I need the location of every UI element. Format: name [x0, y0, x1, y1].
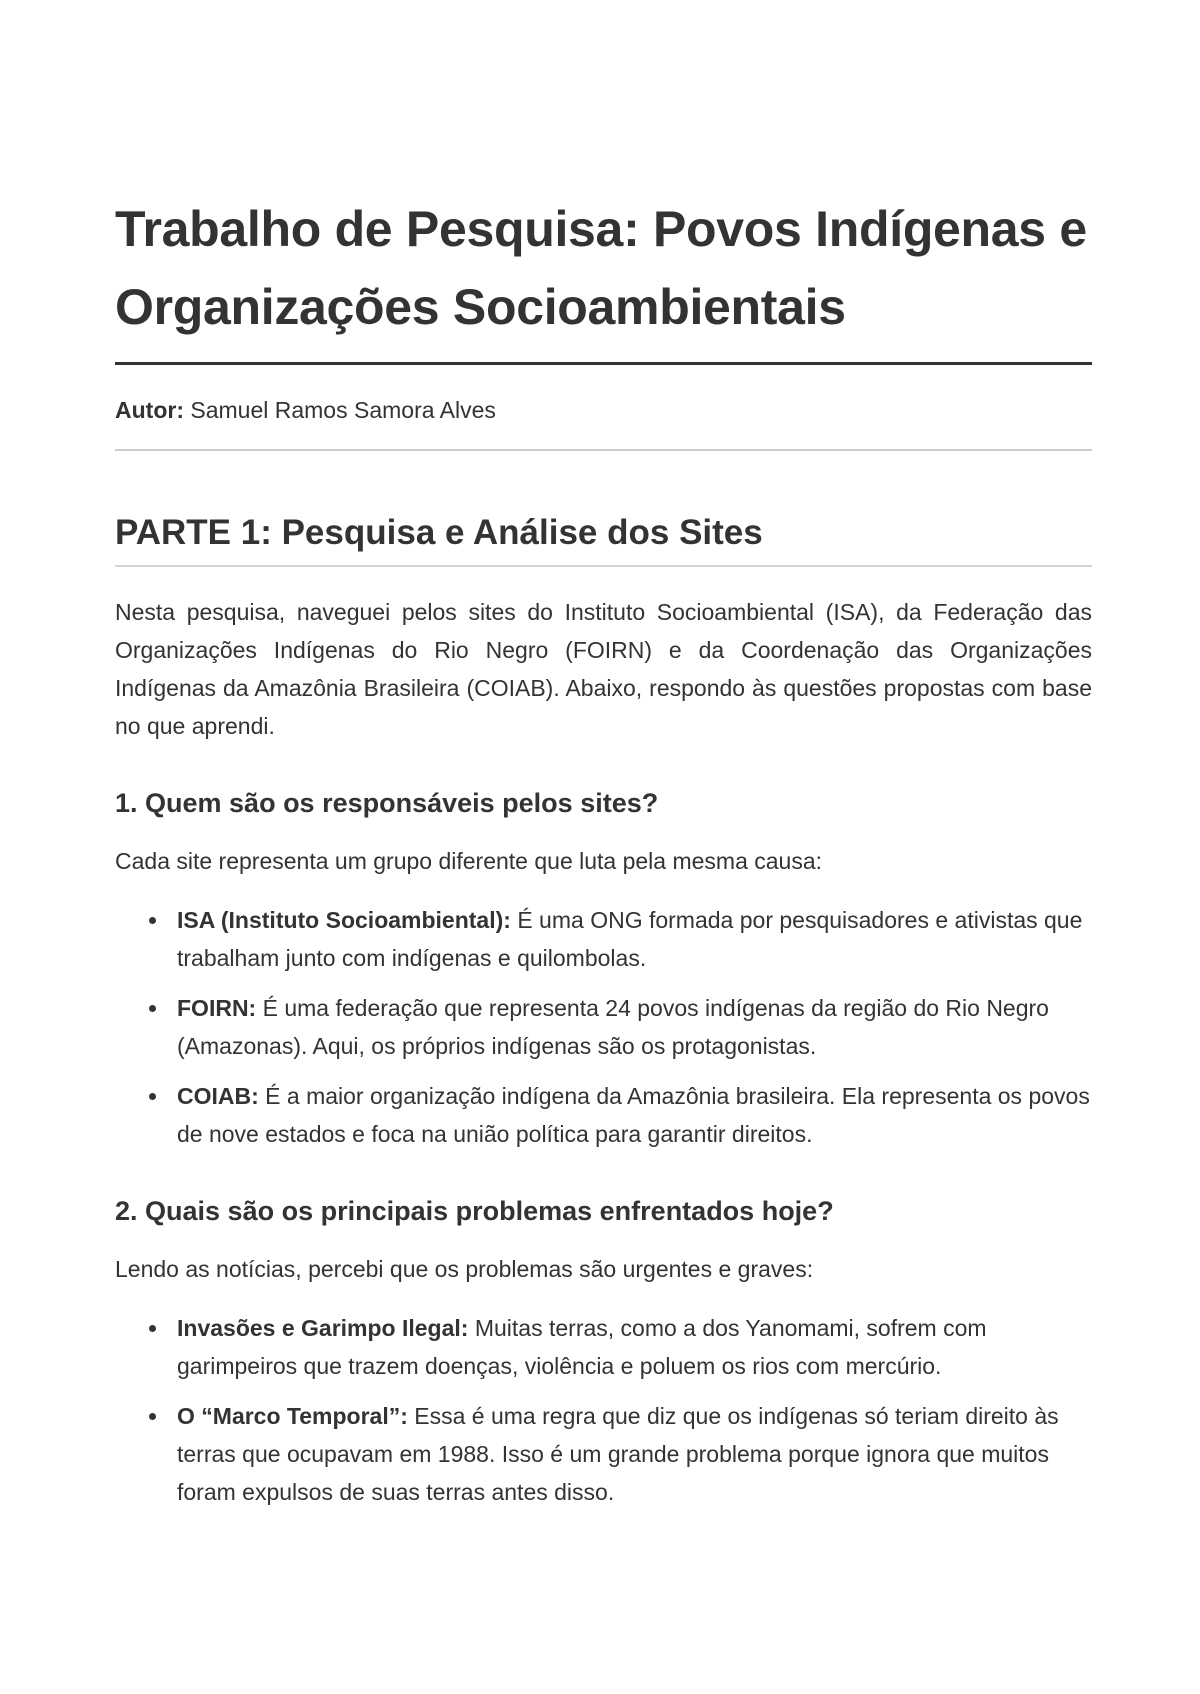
author-line [115, 395, 1092, 425]
list-item-term: COIAB: [177, 1083, 259, 1109]
document-title: Trabalho de Pesquisa: Povos Indígenas e Organizações Socioambientais [115, 201, 1087, 335]
question-1-list [115, 901, 1092, 1153]
list-item [177, 1077, 1092, 1153]
bullet-icon [149, 1093, 156, 1100]
list-item-term: FOIRN: [177, 995, 257, 1021]
list-item [177, 989, 1092, 1065]
list-item [177, 1309, 1092, 1385]
list-item-text: Muitas terras, como a dos Yanomami, sofrem com garimpeiros que trazem doenças, violência e poluem os rios com mercúrio. [177, 1315, 987, 1379]
bullet-icon [149, 1325, 156, 1332]
list-item-term: O “Marco Temporal”: [177, 1403, 408, 1429]
title-divider [115, 362, 1092, 365]
question-1-lead: Cada site representa um grupo diferente que luta pela mesma causa: [115, 848, 823, 874]
bullet-icon [149, 1005, 156, 1012]
list-item-term: Invasões e Garimpo Ilegal: [177, 1315, 469, 1341]
part-1-intro: Nesta pesquisa, naveguei pelos sites do Instituto Socioambiental (ISA), da Federação das Organizações Indígenas do Rio Negro (FOIRN) e da Coordenação das Organizações Indígenas da Amazônia Brasileira (COIAB). Abaixo, respondo às questões propostas com base no que aprendi. [115, 599, 1092, 739]
author-name: Samuel Ramos Samora Alves [183, 397, 496, 423]
question-2-lead: Lendo as notícias, percebi que os problemas são urgentes e graves: [115, 1256, 814, 1282]
list-item [177, 901, 1092, 977]
question-2-list [115, 1309, 1092, 1511]
author-label: Autor: [115, 397, 184, 423]
list-item-text: Essa é uma regra que diz que os indígenas só teriam direito às terras que ocupavam em 1988. Isso é um grande problema porque ignora que muitos foram expulsos de suas terras antes disso. [177, 1403, 1059, 1505]
list-item [177, 1397, 1092, 1511]
bullet-icon [149, 1413, 156, 1420]
question-2-heading: 2. Quais são os principais problemas enfrentados hoje? [115, 1196, 834, 1226]
bullet-icon [149, 917, 156, 924]
list-item-term: ISA (Instituto Socioambiental): [177, 907, 511, 933]
list-item-text: É a maior organização indígena da Amazônia brasileira. Ela representa os povos de nove estados e foca na união política para garantir direitos. [177, 1083, 1090, 1147]
list-item-text: É uma federação que representa 24 povos indígenas da região do Rio Negro (Amazonas). Aqui, os próprios indígenas são os protagonistas. [177, 995, 1049, 1059]
list-item-text: É uma ONG formada por pesquisadores e ativistas que trabalham junto com indígenas e quilombolas. [177, 907, 1083, 971]
author-divider [115, 449, 1092, 451]
part-1-heading: PARTE 1: Pesquisa e Análise dos Sites [115, 513, 763, 552]
question-1-heading: 1. Quem são os responsáveis pelos sites? [115, 788, 659, 818]
part-1-divider [115, 565, 1092, 567]
